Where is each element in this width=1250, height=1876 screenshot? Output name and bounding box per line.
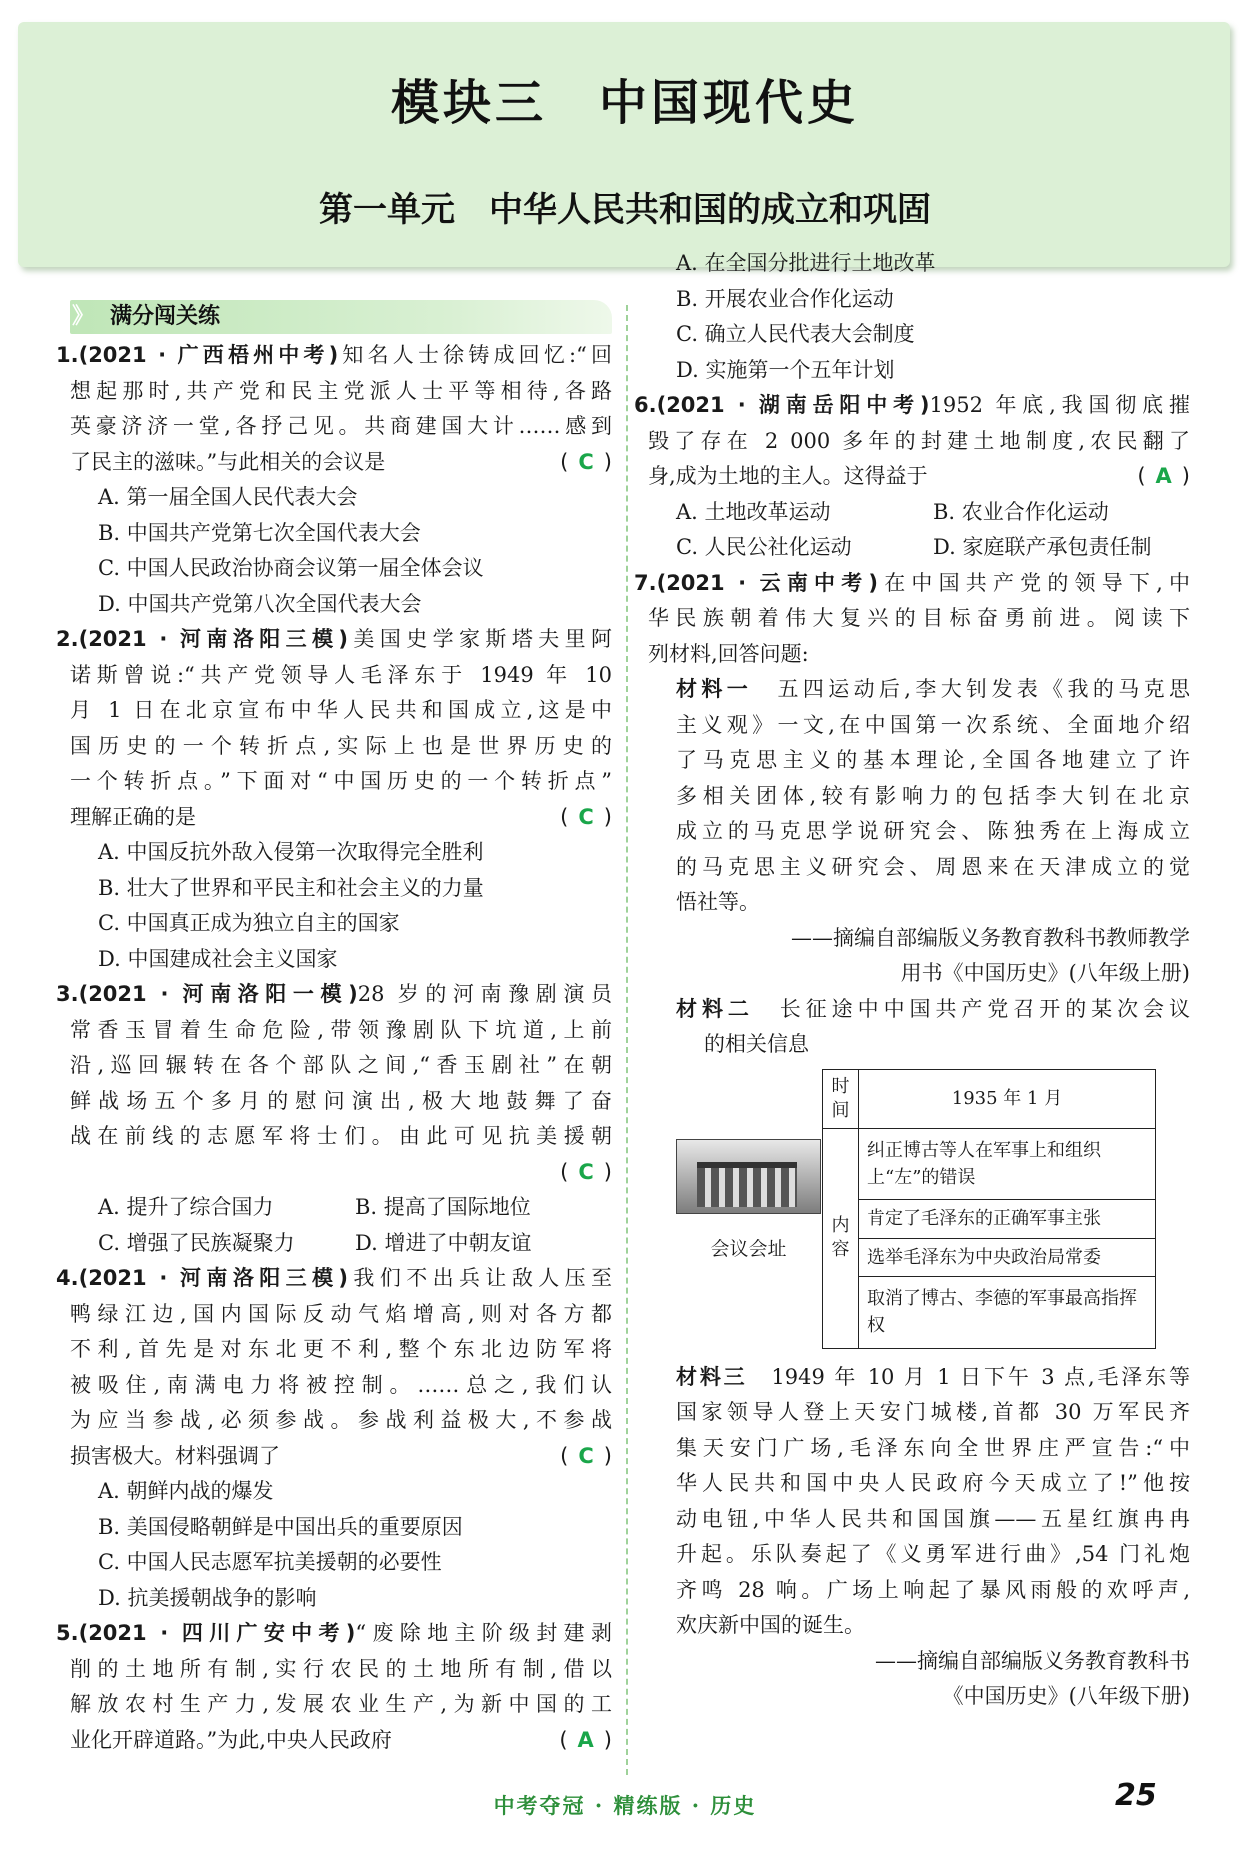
material-label: 材料三 [676,1364,748,1389]
section-header [70,300,612,334]
option-a: A. 中国反抗外敌入侵第一次取得完全胜利 [98,840,484,864]
material-line: 华人民共和国中央人民政府今天成立了!”他按 [676,1471,1190,1495]
question-number: 1. [56,343,79,367]
citation: 《中国历史》(八年级下册) [942,1684,1190,1708]
option-d: D. 中国建成社会主义国家 [98,946,338,971]
material-line: 国家领导人登上天安门城楼,首都 30 万军民齐 [676,1400,1190,1424]
answer-mark: C [578,449,594,474]
question-5: 5.(2021 · 四川广安中考)“废除地主阶级封建剥 削的土地所有制,实行农民的土地所有制,借以 解放农村生产力,发展农业生产,为新中国的工 业化开辟道路。”为此,中央人民政府 ( A ) [70,1616,612,1758]
question-6: 6.(2021 · 湖南岳阳中考)1952 年底,我国彻底摧 毁了存在 2 000 多年的封建土地制度,农民翻了 身,成为土地的主人。这得益于 ( A ) A. 土地改革运动 B. 农业合作化运动 C. 人民公社化运动 D. 家庭联产承包责任制 [648,388,1190,566]
option-a: A. 朝鲜内战的爆发 [98,1479,274,1503]
answer-mark: C [578,804,594,829]
stem-line: 鸭绿江边,国内国际反动气焰增高,则对各方都 [70,1301,612,1326]
question-2: 2.(2021 · 河南洛阳三模)美国史学家斯塔夫里阿 诺斯曾说:“共产党领导人毛泽东于 1949 年 10 月 1 日在北京宣布中华人民共和国成立,这是中 国历史的一个转折点,实际上也是世界历史的 一个转折点。”下面对“中国历史的一个转折点” 理解正确的是 ( C ) A. 中国反抗外敌入侵第一次取得完全胜利 B. 壮大了世界和平民主和社会主义的力量 C. 中国真正成为独立自主的国家 D. 中国建成社会主义国家 [70,622,612,977]
question-4: 4.(2021 · 河南洛阳三模)我们不出兵让敌人压至 鸭绿江边,国内国际反动气焰增高,则对各方都 不利,首先是对东北更不利,整个东北边防军将 被吸住,南满电力将被控制。……总之,我们认 为应当参战,必须参战。参战利益极大,不参战 损害极大。材料强调了 ( C ) A. 朝鲜内战的爆发 B. 美国侵略朝鲜是中国出兵的重要原因 C. 中国人民志愿军抗美援朝的必要性 D. 抗美援朝战争的影响 [70,1261,612,1616]
option-c: C. 中国人民志愿军抗美援朝的必要性 [98,1550,442,1574]
option-b: B. 提高了国际地位 [355,1195,531,1219]
stem-line: 解放农村生产力,发展农业生产,为新中国的工 [70,1692,612,1716]
column-divider [626,305,628,1775]
chevron-icon: 》 [72,304,95,329]
stem-line: 理解正确的是 [70,804,196,829]
material-line: 齐鸣 28 响。广场上响起了暴风雨般的欢呼声, [676,1577,1190,1602]
question-1: 1.(2021 · 广西梧州中考)知名人士徐铸成回忆:“回 想起那时,共产党和民主党派人士平等相待,各路 英豪济济一堂,各抒己见。共商建国大计……感到 了民主的滋味。”与此相关的会议是 ( C ) A. 第一届全国人民代表大会 B. 中国共产党第七次全国代表大会 C. 中国人民政治协商会议第一届全体会议 D. 中国共产党第八次全国代表大会 [70,338,612,622]
option-c: C. 中国真正成为独立自主的国家 [98,911,400,935]
question-number: 3. [56,982,79,1006]
material-2 [648,992,1190,1063]
module-title: 模块三 中国现代史 [390,75,859,131]
content-item: 取消了博古、李德的军事最高指挥权 [859,1277,1156,1348]
option-d: D. 增进了中朝友谊 [355,1230,532,1255]
answer-mark: C [578,1443,594,1468]
question-number: 4. [56,1266,79,1290]
right-column [634,246,1191,1715]
time-value: 1935 年 1 月 [859,1069,1156,1128]
material-line: 五四运动后,李大钊发表《我的马克思 [752,677,1190,701]
option-a: A. 在全国分批进行土地改革 [676,251,936,275]
stem-line: 月 1 日在北京宣布中华人民共和国成立,这是中 [70,698,612,722]
option-b: B. 美国侵略朝鲜是中国出兵的重要原因 [98,1514,463,1539]
stem-line: “废除地主阶级封建剥 [355,1621,612,1645]
question-source: (2021 · 河南洛阳三模) [78,627,349,651]
option-a: A. 提升了综合国力 [98,1195,274,1219]
content-item: 纠正博古等人在军事上和组织上“左”的错误 [859,1128,1156,1199]
section-title: 满分闯关练 [110,304,221,329]
footer-brand: 中考夺冠 · 精练版 · 历史 [493,1793,757,1818]
material-line: 升起。乐队奏起了《义勇军进行曲》,54 门礼炮 [676,1542,1190,1566]
option-a: A. 第一届全国人民代表大会 [98,485,358,509]
stem-line: 战在前线的志愿军将士们。由此可见抗美援朝 [70,1124,612,1148]
stem-line: 华民族朝着伟大复兴的目标奋勇前进。阅读下 [648,606,1190,630]
material-line: 欢庆新中国的诞生。 [676,1613,865,1637]
option-b: B. 壮大了世界和平民主和社会主义的力量 [98,875,484,900]
option-b: B. 农业合作化运动 [933,499,1109,524]
stem-line: 沿,巡回辗转在各个部队之间,“香玉剧社”在朝 [70,1053,612,1077]
stem-line: 在中国共产党的领导下,中 [878,570,1190,595]
option-c: C. 人民公社化运动 [676,535,852,559]
option-d: D. 抗美援朝战争的影响 [98,1585,317,1610]
stem-line: 被吸住,南满电力将被控制。……总之,我们认 [70,1372,612,1397]
content-item: 肯定了毛泽东的正确军事主张 [859,1199,1156,1238]
stem-line: 28 岁的河南豫剧演员 [357,982,612,1006]
material-line: 的相关信息 [704,1032,809,1056]
stem-line: 1952 年底,我国彻底摧 [929,393,1190,417]
meeting-site-photo [676,1139,821,1214]
question-source: (2021 · 广西梧州中考) [78,343,339,367]
time-header: 时间 [823,1069,859,1128]
stem-line: 列材料,回答问题: [648,641,809,666]
question-number: 2. [56,627,79,651]
option-c: C. 增强了民族凝聚力 [98,1230,295,1255]
stem-line: 不利,首先是对东北更不利,整个东北边防军将 [70,1337,612,1361]
option-d: D. 家庭联产承包责任制 [933,535,1152,559]
option-d: D. 实施第一个五年计划 [676,357,895,382]
left-column [56,300,613,1758]
question-source: (2021 · 四川广安中考) [78,1621,356,1645]
meeting-table [822,1069,1156,1349]
page-number: 25 [1115,1778,1157,1813]
material-line: 成立的马克思学说研究会、陈独秀在上海成立 [676,819,1190,843]
material-1 [648,672,1190,992]
stem-line: 削的土地所有制,实行农民的土地所有制,借以 [70,1656,612,1681]
material-label: 材料一 [676,677,753,701]
citation: ——摘编自部编版义务教育教科书教师教学 [791,925,1190,950]
stem-line: 美国史学家斯塔夫里阿 [348,627,613,651]
material-line: 多相关团体,较有影响力的包括李大钊在北京 [676,783,1190,808]
stem-line: 鲜战场五个多月的慰问演出,极大地鼓舞了奋 [70,1088,612,1113]
stem-line: 诺斯曾说:“共产党领导人毛泽东于 1949 年 10 [70,662,612,687]
material-line: 的马克思主义研究会、周恩来在天津成立的觉 [676,854,1190,879]
citation: ——摘编自部编版义务教育教科书 [875,1648,1190,1673]
option-d: D. 中国共产党第八次全国代表大会 [98,591,422,616]
material-line: 长征途中中国共产党召开的某次会议 [753,996,1191,1021]
stem-line: 损害极大。材料强调了 [70,1443,280,1468]
question-number: 6. [634,393,657,417]
option-c: C. 中国人民政治协商会议第一届全体会议 [98,556,484,580]
stem-line: 一个转折点。”下面对“中国历史的一个转折点” [70,769,612,793]
stem-line: 业化开辟道路。”为此,中央人民政府 [70,1727,392,1752]
content-item: 选举毛泽东为中央政治局常委 [859,1238,1156,1277]
option-b: B. 开展农业合作化运动 [676,286,894,311]
option-a: A. 土地改革运动 [676,499,831,524]
question-source: (2021 · 湖南岳阳中考) [656,393,930,417]
material-line: 主义观》一文,在中国第一次系统、全面地介绍 [676,712,1190,737]
stem-line: 身,成为土地的主人。这得益于 [648,464,928,488]
stem-line: 为应当参战,必须参战。参战利益极大,不参战 [70,1408,612,1432]
stem-line: 英豪济济一堂,各抒己见。共商建国大计……感到 [70,414,612,438]
stem-line: 了民主的滋味。”与此相关的会议是 [70,449,386,474]
stem-line: 想起那时,共产党和民主党派人士平等相待,各路 [70,378,612,403]
option-c: C. 确立人民代表大会制度 [676,322,915,346]
material-line: 了马克思主义的基本理论,全国各地建立了许 [676,748,1190,772]
stem-line: 毁了存在 2 000 多年的封建土地制度,农民翻了 [648,428,1190,453]
answer-mark: C [578,1159,594,1184]
question-3: 3.(2021 · 河南洛阳一模)28 岁的河南豫剧演员 常香玉冒着生命危险,带领豫剧队下坑道,上前 沿,巡回辗转在各个部队之间,“香玉剧社”在朝 鲜战场五个多月的慰问演出,极大地鼓舞了奋 战在前线的志愿军将士们。由此可见抗美援朝 ( C ) A. 提升了综合国力 B. 提高了国际地位 C. 增强了民族凝聚力 D. 增进了中朝友谊 [70,977,612,1261]
material-label: 材料二 [676,996,754,1021]
material-line: 悟社等。 [676,890,760,914]
question-number: 5. [56,1621,79,1645]
answer-mark: A [577,1727,594,1752]
question-number: 7. [634,570,657,595]
stem-line: 国历史的一个转折点,实际上也是世界历史的 [70,733,612,758]
material-line: 动电钮,中华人民共和国国旗——五星红旗冉冉 [676,1506,1190,1531]
stem-line: 我们不出兵让敌人压至 [348,1266,613,1290]
citation: 用书《中国历史》(八年级上册) [900,961,1190,985]
question-source: (2021 · 河南洛阳三模) [78,1266,349,1290]
question-source: (2021 · 河南洛阳一模) [78,982,358,1006]
stem-line: 知名人士徐铸成回忆:“回 [338,343,612,367]
unit-title: 第一单元 中华人民共和国的成立和巩固 [319,190,931,230]
question-7 [634,566,1191,1715]
answer-mark: A [1155,464,1172,488]
content-header: 内容 [823,1128,859,1348]
material-line: 集天安门广场,毛泽东向全世界庄严宣告:“中 [676,1435,1190,1460]
material-line: 1949 年 10 月 1 日下午 3 点,毛泽东等 [747,1364,1190,1389]
stem-line: 常香玉冒着生命危险,带领豫剧队下坑道,上前 [70,1017,612,1042]
option-b: B. 中国共产党第七次全国代表大会 [98,520,421,545]
question-source: (2021 · 云南中考) [656,570,878,595]
meeting-info-figure [676,1069,1190,1354]
material-3 [648,1360,1190,1715]
photo-caption: 会议会址 [710,1237,787,1260]
